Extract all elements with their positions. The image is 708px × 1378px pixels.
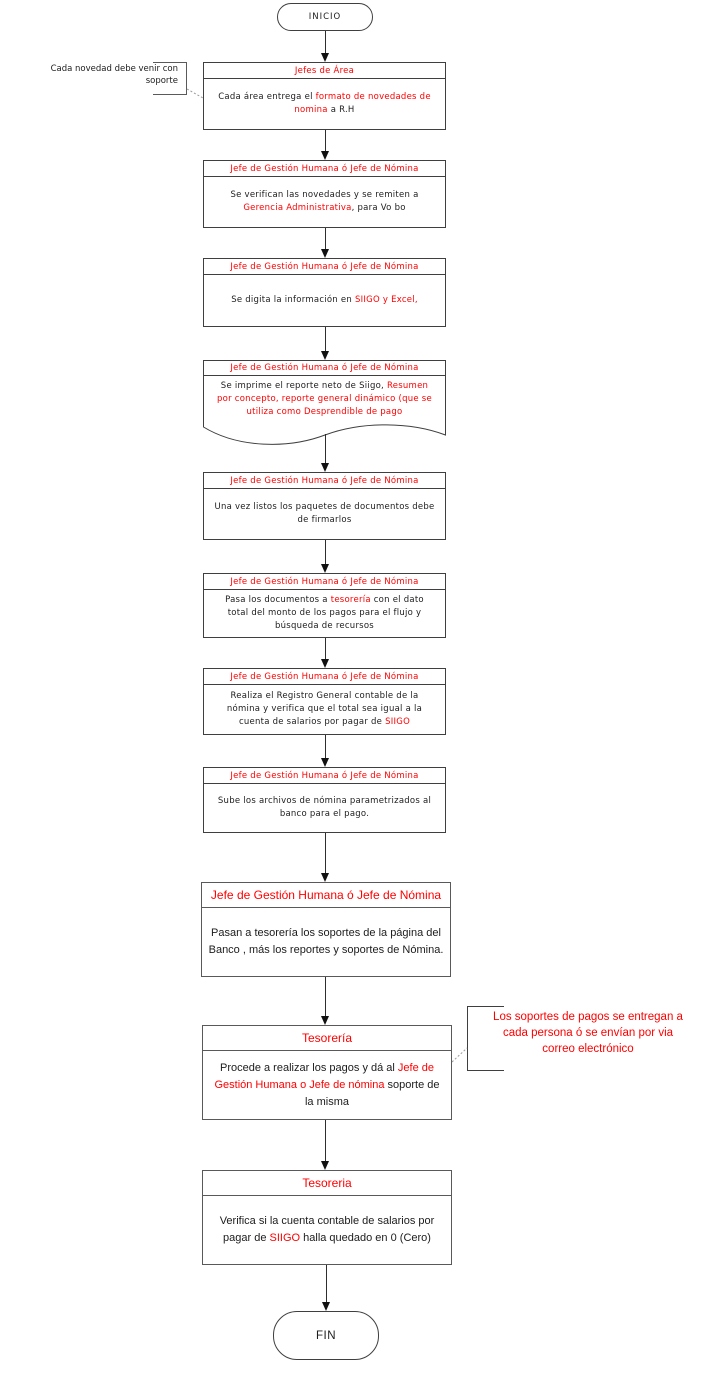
flow-arrowhead xyxy=(321,249,329,258)
flow-line xyxy=(325,228,326,249)
flow-line xyxy=(325,434,326,463)
node-body: Se digita la información en SIIGO y Excel, xyxy=(231,295,418,305)
node-body: Pasa los documentos a tesorería con el dato total del monto de los pagos para el flujo y búsqueda de recursos xyxy=(225,595,424,631)
node-body: Procede a realizar los pagos y dá al Jefe de Gestión Humana o Jefe de nómina soporte de la misma xyxy=(214,1061,440,1108)
start-label: INICIO xyxy=(308,12,342,22)
flow-line xyxy=(325,327,326,351)
process-tesoreria-pagos xyxy=(202,1025,452,1120)
flow-line xyxy=(325,735,326,758)
process-pasan-soportes-tesoreria xyxy=(201,882,451,977)
node-header: Jefe de Gestión Humana ó Jefe de Nómina xyxy=(204,161,445,177)
note-cada-novedad: Cada novedad debe venir con soporte xyxy=(50,64,178,86)
flow-line xyxy=(325,130,326,151)
flow-arrowhead xyxy=(321,659,329,668)
node-header: Jefe de Gestión Humana ó Jefe de Nómina xyxy=(202,883,450,908)
process-digita-informacion xyxy=(203,258,446,327)
node-header: Jefe de Gestión Humana ó Jefe de Nómina xyxy=(203,360,446,376)
node-header: Jefe de Gestión Humana ó Jefe de Nómina xyxy=(204,669,445,685)
flow-arrowhead xyxy=(321,463,329,472)
note-soportes-pagos: Los soportes de pagos se entregan a cada persona ó se envían por via correo electrónico xyxy=(493,1011,683,1055)
flow-line xyxy=(326,1265,327,1302)
node-body: Sube los archivos de nómina parametrizados al banco para el pago. xyxy=(217,796,432,819)
flow-arrowhead xyxy=(322,1302,330,1311)
flow-arrowhead xyxy=(321,53,329,62)
flow-line xyxy=(325,833,326,873)
flow-line xyxy=(325,540,326,564)
node-body: Pasan a tesorería los soportes de la página del Banco , más los reportes y soportes de Nómina. xyxy=(208,927,444,956)
node-header: Tesoreria xyxy=(203,1171,451,1196)
process-verifican-novedades xyxy=(203,160,446,228)
end-label: FIN xyxy=(315,1329,337,1342)
node-header: Jefes de Área xyxy=(204,63,445,79)
flow-arrowhead xyxy=(321,1161,329,1170)
terminator-start xyxy=(277,3,373,31)
process-sube-archivos-banco xyxy=(203,767,446,833)
process-tesoreria-verifica-cuenta xyxy=(202,1170,452,1265)
flow-arrowhead xyxy=(321,758,329,767)
node-body: Una vez listos los paquetes de documentos debe de firmarlos xyxy=(214,502,435,525)
node-body: Verifica si la cuenta contable de salarios por pagar de SIIGO halla quedado en 0 (Cero) xyxy=(219,1215,435,1244)
process-firmar-paquetes xyxy=(203,472,446,540)
flow-line xyxy=(325,1120,326,1161)
flow-line xyxy=(325,31,326,53)
process-pasa-documentos-tesoreria xyxy=(203,573,446,638)
flow-arrowhead xyxy=(321,151,329,160)
flow-arrowhead xyxy=(321,873,329,882)
node-header: Jefe de Gestión Humana ó Jefe de Nómina xyxy=(204,259,445,275)
node-header: Jefe de Gestión Humana ó Jefe de Nómina xyxy=(204,574,445,590)
node-header: Jefe de Gestión Humana ó Jefe de Nómina xyxy=(204,768,445,784)
process-registro-general-contable xyxy=(203,668,446,735)
node-body: Se verifican las novedades y se remiten a Gerencia Administrativa, para Vo bo xyxy=(230,190,419,213)
node-body: Se imprime el reporte neto de Siigo, Resumen por concepto, reporte general dinámico (que se utiliza como Desprendible de pago xyxy=(203,376,446,422)
node-header: Tesorería xyxy=(203,1026,451,1051)
flow-line xyxy=(325,638,326,659)
terminator-end xyxy=(273,1311,379,1360)
flow-arrowhead xyxy=(321,351,329,360)
flow-arrowhead xyxy=(321,564,329,573)
node-header: Jefe de Gestión Humana ó Jefe de Nómina xyxy=(204,473,445,489)
callout-bracket-left xyxy=(153,62,187,95)
flow-arrowhead xyxy=(321,1016,329,1025)
node-body: Cada área entrega el formato de novedades de nomina a R.H xyxy=(218,92,431,115)
flow-line xyxy=(325,977,326,1016)
process-jefes-de-area xyxy=(203,62,446,130)
node-body: Realiza el Registro General contable de la nómina y verifica que el total sea igual a la cuenta de salarios por pagar de SIIGO xyxy=(226,691,423,727)
